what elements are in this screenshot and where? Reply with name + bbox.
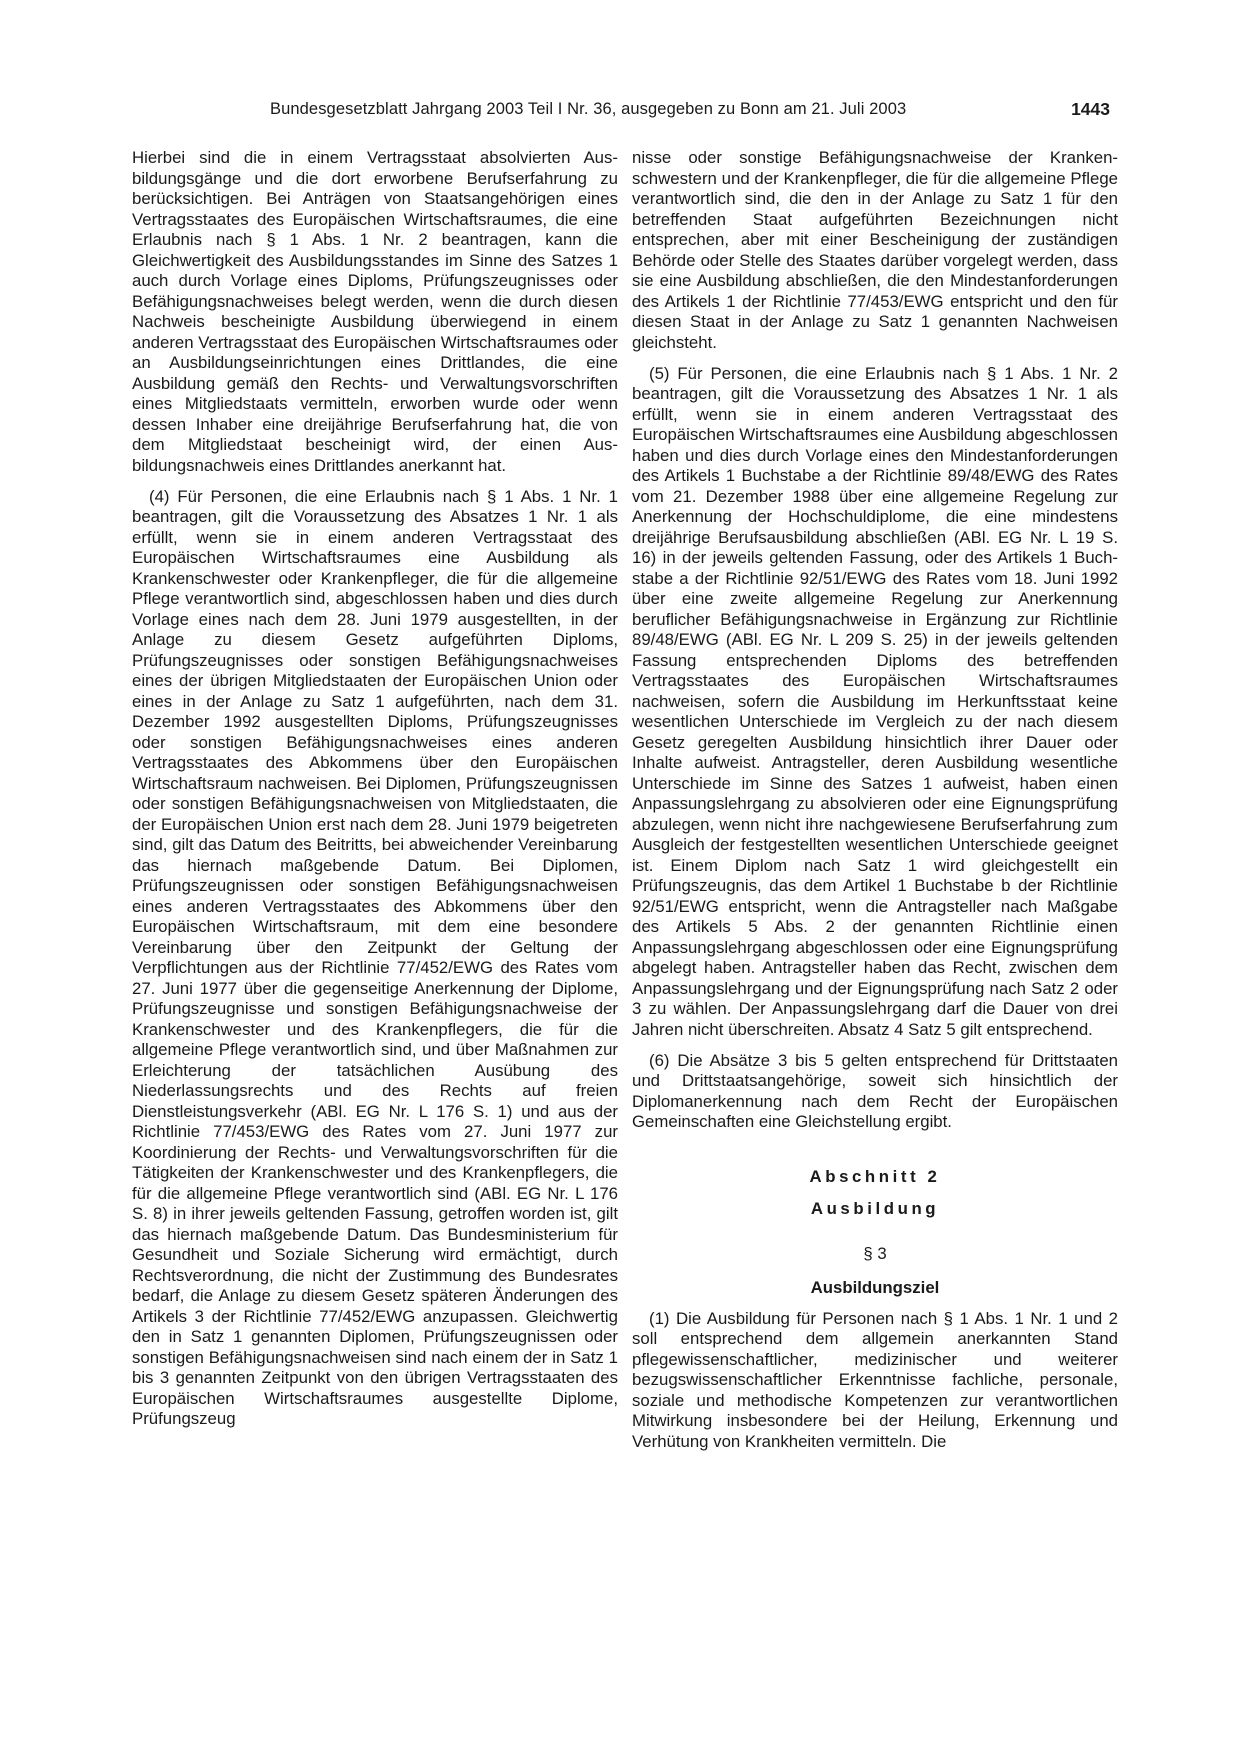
paragraph-continuation-right: nisse oder sonstige Befähigungsnachweise der Krankenschwestern und der Krankenpfleger, die für die allgemeine Pflege verantwortlich sind, die den in der Anlage zu Satz 1 für den betreffenden Staat aufgeführten Bezeichnungen nicht entsprechen, aber mit einer Bescheinigung der zuständigen Behörde oder Stelle des Staates darüber vorgelegt werden, dass sie eine Ausbildung abschließen, die den Mindestanforderungen des Artikels 1 der Richtlinie 77/453/EWG entspricht und den für diesen Staat in der Anlage zu Satz 1 genannten Nachweisen gleichsteht. (632, 148, 1118, 352)
paragraph-abs-4: (4) Für Personen, die eine Erlaubnis nach § 1 Abs. 1 Nr. 1 beantragen, gilt die Voraussetzung des Absatzes 1 Nr. 1 als erfüllt, wenn sie in einem anderen Vertragsstaat des Europäischen Wirtschaftsraumes eine Ausbildung als Krankenschwester oder Krankenpfleger, die für die allgemeine Pflege verantwortlich sind, abgeschlossen haben und dies durch Vorlage eines nach dem 28. Juni 1979 ausgestellten, in der Anlage zu diesem Gesetz aufgeführten Diploms, Prüfungszeugnisses oder sonstigen Befähigungsnachweises eines der übrigen Mitgliedstaaten der Europäischen Union oder eines in der Anlage zu Satz 1 aufgeführten, nach dem 31. Dezember 1992 ausgestellten Diploms, Prüfungszeugnisses oder sonstigen Befähigungsnachweises eines anderen Vertragsstaates des Abkommens über den Europäischen Wirtschaftsraum nachweisen. Bei Diplomen, Prüfungszeugnissen oder sonstigen Befähigungsnachweisen von Mitgliedstaaten, die der Europäischen Union erst nach dem 28. Juni 1979 beigetreten sind, gilt das Datum des Beitritts, bei abweichender Vereinbarung das hiernach maßgebende Datum. Bei Diplomen, Prüfungszeugnissen oder sonstigen Befähigungsnachweisen eines anderen Vertragsstaates des Abkommens über den Europäischen Wirtschaftsraum, mit dem eine besondere Vereinbarung über den Zeitpunkt der Geltung der Verpflichtungen aus der Richtlinie 77/452/EWG des Rates vom 27. Juni 1977 über die gegenseitige Anerkennung der Diplome, Prüfungszeugnisse und sonstigen Befähigungsnachweise der Krankenschwester und des Krankenpflegers, die für die allgemeine Pflege verantwortlich sind, und über Maßnahmen zur Erleichterung der tatsächlichen Ausübung des Niederlassungsrechts und des Rechts auf freien Dienstleistungsverkehr (ABl. EG Nr. L 176 S. 1) und aus der Richtlinie 77/453/EWG des Rates vom 27. Juni 1977 zur Koordinierung der Rechts- und Verwaltungsvorschriften für die Tätigkeiten der Krankenschwester und des Krankenpflegers, die für die allgemeine Pflege verantwortlich sind (ABl. EG Nr. L 176 S. 8) in ihrer jeweils geltenden Fassung, getroffen worden ist, gilt das hiernach maßgebende Datum. Das Bundesministerium für Gesundheit und Soziale Sicherung wird ermächtigt, durch Rechtsverordnung, die nicht der Zustimmung des Bundesrates bedarf, die Anlage zu diesem Gesetz späteren Änderungen des Artikels 3 der Richtlinie 77/452/EWG anzupassen. Gleichwertig den in Satz 1 genannten Diplomen, Prüfungszeugnissen oder sonstigen Befähigungsnachweisen sind nach einem der in Satz 1 bis 3 genannten Zeitpunkt von den übrigen Vertragsstaaten des Europäischen Wirtschaftsraumes ausgestellte Diplome, Prüfungszeug (132, 486, 618, 1428)
paragraph-sign: § 3 (863, 1243, 887, 1263)
paragraph-abs-5: (5) Für Personen, die eine Erlaubnis nach § 1 Abs. 1 Nr. 2 beantragen, gilt die Voraussetzung des Absatzes 1 Nr. 1 als erfüllt, wenn sie in einem anderen Vertragsstaat des Europäischen Wirtschaftsraumes eine Ausbildung abgeschlossen haben und dies durch Vorlage eines den Mindestanforderungen des Artikels 1 Buchstabe a der Richtlinie 89/48/EWG des Rates vom 21. Dezember 1988 über eine allgemeine Regelung zur Anerkennung der Hochschuldiplome, die eine mindestens dreijährige Berufsausbildung abschließen (ABl. EG Nr. L 19 S. 16) in der jeweils geltenden Fassung, oder des Artikels 1 Buchstabe a der Richtlinie 92/51/EWG des Rates vom 18. Juni 1992 über eine zweite allgemeine Regelung zur Anerkennung beruflicher Befähigungsnachweise in Ergänzung zur Richtlinie 89/48/EWG (ABl. EG Nr. L 209 S. 25) in der jeweils geltenden Fassung entsprechenden Diploms des betreffenden Vertragsstaates des Europäischen Wirtschaftsraumes nachweisen, sofern die Ausbildung im Herkunftsstaat keine wesentlichen Unterschiede im Vergleich zu der nach diesem Gesetz geregelten Ausbildung hinsichtlich ihrer Dauer oder Inhalte aufweist. Antragsteller, deren Ausbildung wesentliche Unterschiede im Sinne des Satzes 1 aufweist, haben einen Anpassungslehrgang zu absolvieren oder eine Eignungsprüfung abzulegen, wenn nicht ihre nachgewiesene Berufserfahrung zum Ausgleich der festgestellten wesentlichen Unterschiede geeignet ist. Einem Diplom nach Satz 1 wird gleichgestellt ein Prüfungszeugnis, das dem Artikel 1 Buchstabe b der Richtlinie 92/51/EWG entspricht, wenn die Antragsteller nach Maßgabe des Artikels 5 Abs. 2 der genannten Richtlinie einen Anpassungslehrgang abgeschlossen oder eine Eignungsprüfung abgelegt haben. Antragsteller haben das Recht, zwischen dem Anpassungslehrgang und der Eignungsprüfung nach Satz 2 oder 3 zu wählen. Der Anpassungslehrgang darf die Dauer von drei Jahren nicht überschreiten. Absatz 4 Satz 5 gilt entsprechend. (632, 363, 1119, 1039)
left-column (132, 148, 618, 1440)
running-header (130, 100, 1110, 130)
paragraph-title: Ausbildungsziel (810, 1278, 940, 1297)
section-title: Ausbildung (810, 1199, 940, 1218)
paragraph-3-abs-1: (1) Die Ausbildung für Personen nach § 1 Abs. 1 Nr. 1 und 2 soll entsprechend dem allgemein anerkannten Stand pflegewissenschaftlicher, medizinischer und weiterer bezugswissenschaftlicher Erkenntnisse fachliche, personale, soziale und methodische Kompetenzen zur verantwortlichen Mitwirkung insbesondere bei der Heilung, Erkennung und Verhütung von Krankheiten vermitteln. Die (632, 1308, 1118, 1451)
paragraph-continuation: Hierbei sind die in einem Vertragsstaat absolvierten Ausbildungsgänge und die dort erworbene Berufserfahrung zu berücksichtigen. Bei Anträgen von Staatsangehörigen eines Vertragsstaates des Europäischen Wirtschaftsraumes, die eine Erlaubnis nach § 1 Abs. 1 Nr. 2 beantragen, kann die Gleichwertigkeit des Ausbildungsstandes im Sinne des Satzes 1 auch durch Vorlage eines Diploms, Prüfungszeugnisses oder Befähigungsnachweises belegt werden, wenn die durch diesen Nachweis bescheinigte Ausbildung überwiegend in einem anderen Vertragsstaat des Europäischen Wirtschaftsraumes oder an Ausbildungseinrichtungen eines Drittlandes, die eine Ausbildung gemäß den Rechts- und Verwaltungsvorschriften eines Mitgliedstaats vermitteln, erworben wurde oder wenn dessen Inhaber eine dreijährige Berufserfahrung hat, die von dem Mitgliedstaat bescheinigt wird, der einen Ausbildungsnachweis eines Drittlandes anerkannt hat. (132, 148, 618, 475)
page-number: 1443 (1071, 99, 1110, 119)
section-label: Abschnitt 2 (809, 1166, 941, 1186)
paragraph-abs-6: (6) Die Absätze 3 bis 5 gelten entsprechend für Drittstaaten und Drittstaatsangehörige, soweit sich hinsichtlich der Diplomanerkennung nach dem Recht der Europäischen Gemeinschaften eine Gleichstellung ergibt. (632, 1050, 1118, 1131)
header-title: Bundesgesetzblatt Jahrgang 2003 Teil I Nr. 36, ausgegeben zu Bonn am 21. Juli 2003 (270, 100, 907, 118)
right-column (632, 148, 1118, 1463)
